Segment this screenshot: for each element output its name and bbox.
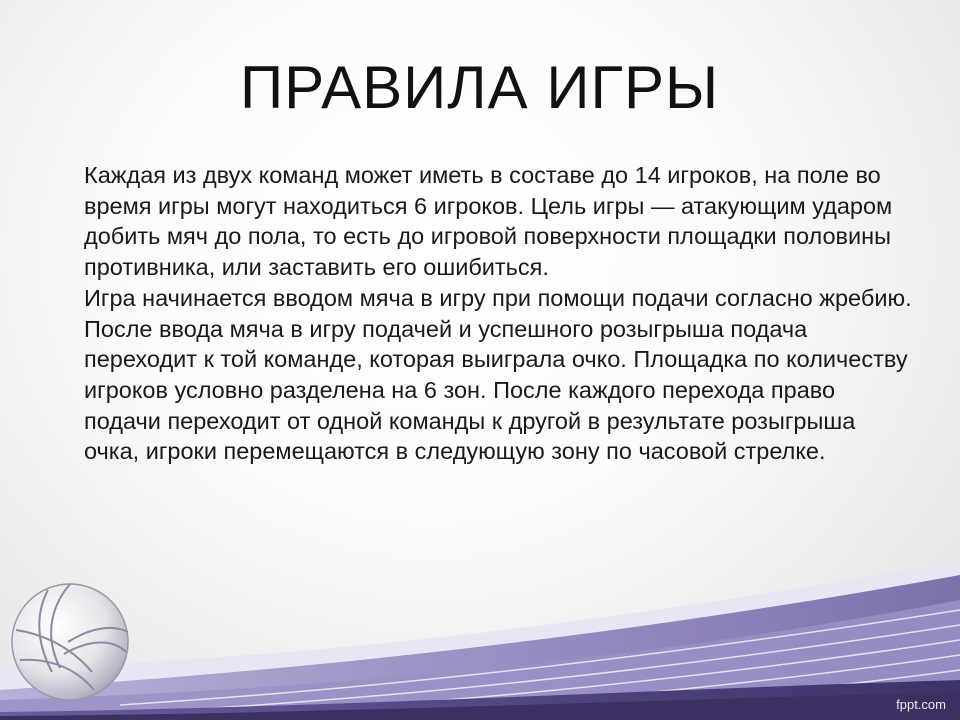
volleyball-icon (8, 580, 132, 704)
watermark: fppt.com (896, 697, 946, 712)
paragraph-serve-rules: Игра начинается вводом мяча в игру при помощи подачи согласно жребию. После ввода мяча в игру подачей и успешного розыгрыша подача переходит к той команде, которая выиграла очко. Площадка по количеству игроков условно разделена на 6 зон. После каждого перехода право подачи переходит от одной команды к другой в результате розыгрыша очка, игроки перемещаются в следующую зону по часовой стрелке. (84, 284, 912, 465)
slide-body (84, 160, 914, 467)
paragraph-team-composition: Каждая из двух команд может иметь в составе до 14 игроков, на поле во время игры могут находиться 6 игроков. Цель игры — атакующим ударом добить мяч до пола, то есть до игровой поверхности площадки половины противника, или заставить его ошибиться. (84, 162, 893, 281)
slide-title: ПРАВИЛА ИГРЫ (240, 54, 720, 121)
